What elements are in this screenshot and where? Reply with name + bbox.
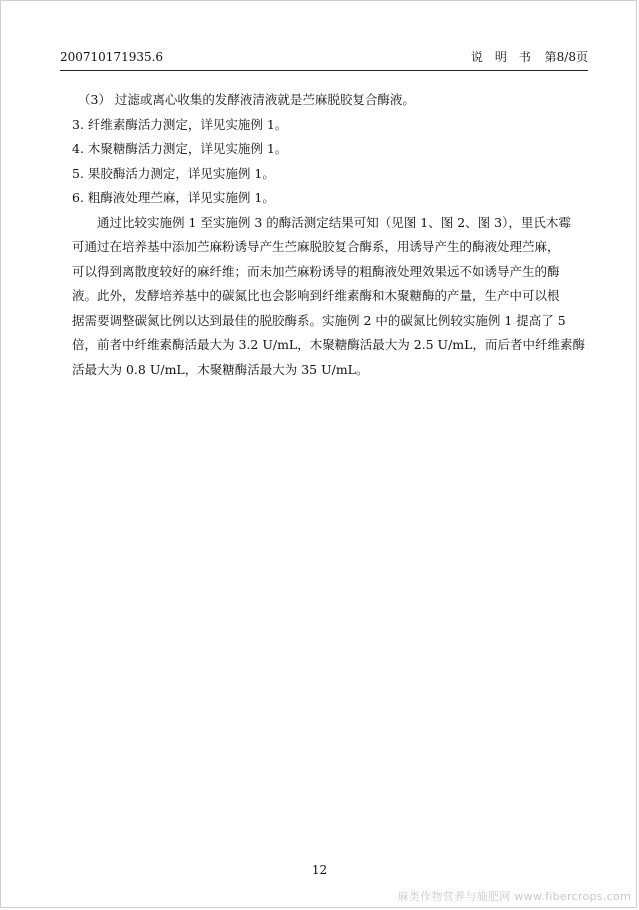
paragraph-line: 活最大为 0.8 U/mL，木聚糖酶活最大为 35 U/mL。	[72, 361, 369, 377]
section-title: 说 明 书	[470, 50, 531, 64]
page-label: 第8/8页	[544, 50, 588, 64]
paragraph-line: 通过比较实施例 1 至实施例 3 的酶活测定结果可知（见图 1、图 2、图 3），里氏木霉	[97, 214, 571, 230]
step-3-line: （3） 过滤或离心收集的发酵液清液就是苎麻脱胶复合酶液。	[78, 92, 415, 107]
item-4-line: 4. 木聚糖酶活力测定，详见实施例 1。	[72, 141, 288, 156]
paragraph-line: 倍，前者中纤维素酶活最大为 3.2 U/mL，木聚糖酶活最大为 2.5 U/mL，而后者中纤维素酶	[72, 337, 585, 352]
document-body	[72, 88, 584, 382]
paragraph-line: 可通过在培养基中添加苎麻粉诱导产生苎麻脱胶复合酶系，用诱导产生的酶液处理苎麻，	[72, 239, 560, 254]
page-number: 12	[311, 863, 328, 877]
paragraph-line: 液。此外，发酵培养基中的碳氮比也会影响到纤维素酶和木聚糖酶的产量，生产中可以根	[72, 288, 560, 303]
header-rule	[60, 70, 588, 71]
header-right	[461, 46, 588, 68]
document-number: 200710171935.6	[60, 50, 164, 64]
paragraph-line: 可以得到离散度较好的麻纤维；而未加苎麻粉诱导的粗酶液处理效果远不如诱导产生的酶	[72, 263, 560, 279]
item-5-line: 5. 果胶酶活力测定，详见实施例 1。	[72, 165, 275, 181]
item-3-line: 3. 纤维素酶活力测定，详见实施例 1。	[72, 116, 288, 132]
results-paragraph	[72, 211, 584, 383]
watermark-text: 麻类作物营养与施肥网 www.fibercrops.com	[397, 890, 631, 903]
page-header	[60, 46, 588, 68]
paragraph-line: 据需要调整碳氮比例以达到最佳的脱胶酶系。实施例 2 中的碳氮比例较实施例 1 提高了 5	[72, 312, 566, 328]
item-6-line: 6. 粗酶液处理苎麻，详见实施例 1。	[72, 190, 275, 205]
